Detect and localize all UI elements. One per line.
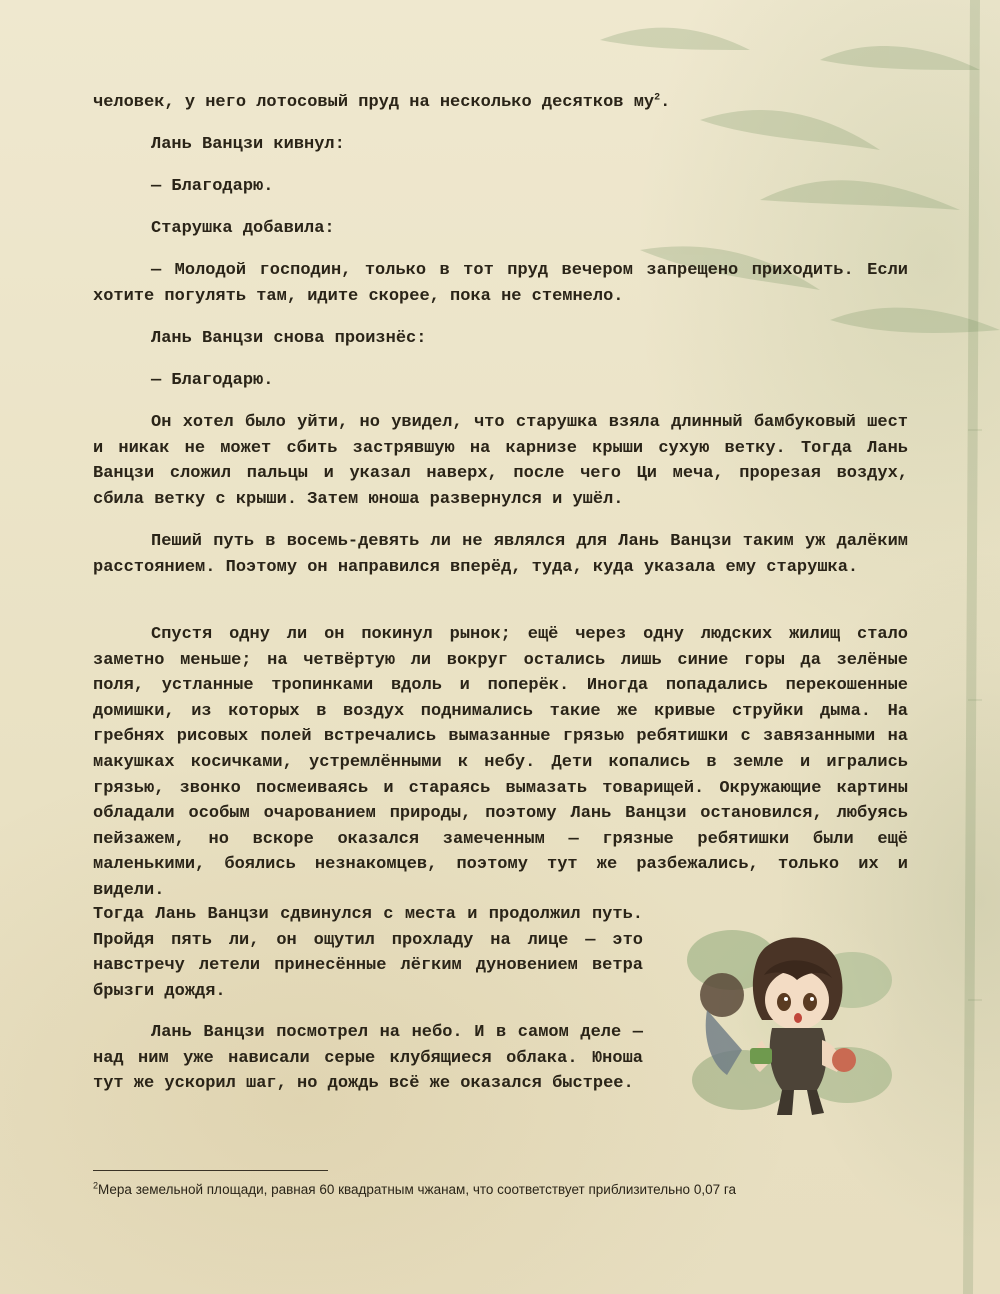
paragraph: Тогда Лань Ванцзи сдвинулся с места и продолжил путь. Пройдя пять ли, он ощутил прохладу на лице — это навстречу летели принесённые лёгким дуновением ветра брызги дождя. [93,905,643,1001]
paragraph: Лань Ванцзи посмотрел на небо. И в самом деле — над ним уже нависали серые клубящиеся облака. Юноша тут же ускорил шаг, но дождь всё же оказался быстрее. [93,1023,643,1094]
paragraph: — Благодарю. [151,371,274,390]
paragraph: — Молодой господин, только в тот пруд вечером запрещено приходить. Если хотите погулять там, идите скорее, пока не стемнело. [93,261,908,306]
paragraph-continuation: человек, у него лотосовый пруд на несколько десятков $му^2$. [93,92,671,112]
footnote-number: 2 [93,1180,99,1191]
paragraph: — Благодарю. [151,177,274,196]
chibi-boy-lotus-illustration [672,900,902,1130]
paragraph: Лань Ванцзи кивнул: [151,135,345,154]
footnote-separator [93,1170,328,1171]
paragraph: Лань Ванцзи снова произнёс: [151,329,427,348]
paragraph: Он хотел было уйти, но увидел, что старушка взяла длинный бамбуковый шест и никак не может сбить застрявшую на карнизе крыши сухую ветку. Тогда Лань Ванцзи сложил пальцы и указал наверх, после чего Ци меча, прорезая воздух, сбила ветку с крыши. Затем юноша развернулся и ушёл. [93,413,908,509]
paragraph: Старушка добавила: [151,219,335,238]
footnote-ref[interactable]: 2 [654,92,661,104]
footnote-text: Мера земельной площади, равная 60 квадратным чжанам, что соответствует приблизительно 0,07 га [98,1182,736,1197]
paragraph: Спустя одну ли он покинул рынок; ещё через одну людских жилищ стало заметно меньше; на четвёртую ли вокруг остались лишь синие горы да зелёные поля, устланные тропинками вдоль и поперёк. Иногда попадались перекошенные домишки, из которых в воздух поднимались такие же кривые струйки дыма. На гребнях рисовых полей встречались вымазанные грязью ребятишки с завязанными на макушках косичками, устремлёнными к небу. Дети копались в земле и игрались грязью, звонко посмеиваясь и стараясь вымазать товарищей. Окружающие картины обладали особым очарованием природы, поэтому Лань Ванцзи остановился, любуясь пейзажем, но вскоре оказался замеченным — грязные ребятишки были ещё маленькими, боялись незнакомцев, поэтому тут же разбежались, только их и видели. [93,625,908,900]
page-text [93,90,908,116]
paragraph: Пеший путь в восемь-девять ли не являлся для Лань Ванцзи таким уж далёким расстоянием. Поэтому он направился вперёд, туда, куда указала ему старушка. [93,532,908,577]
footnote [93,1181,913,1199]
